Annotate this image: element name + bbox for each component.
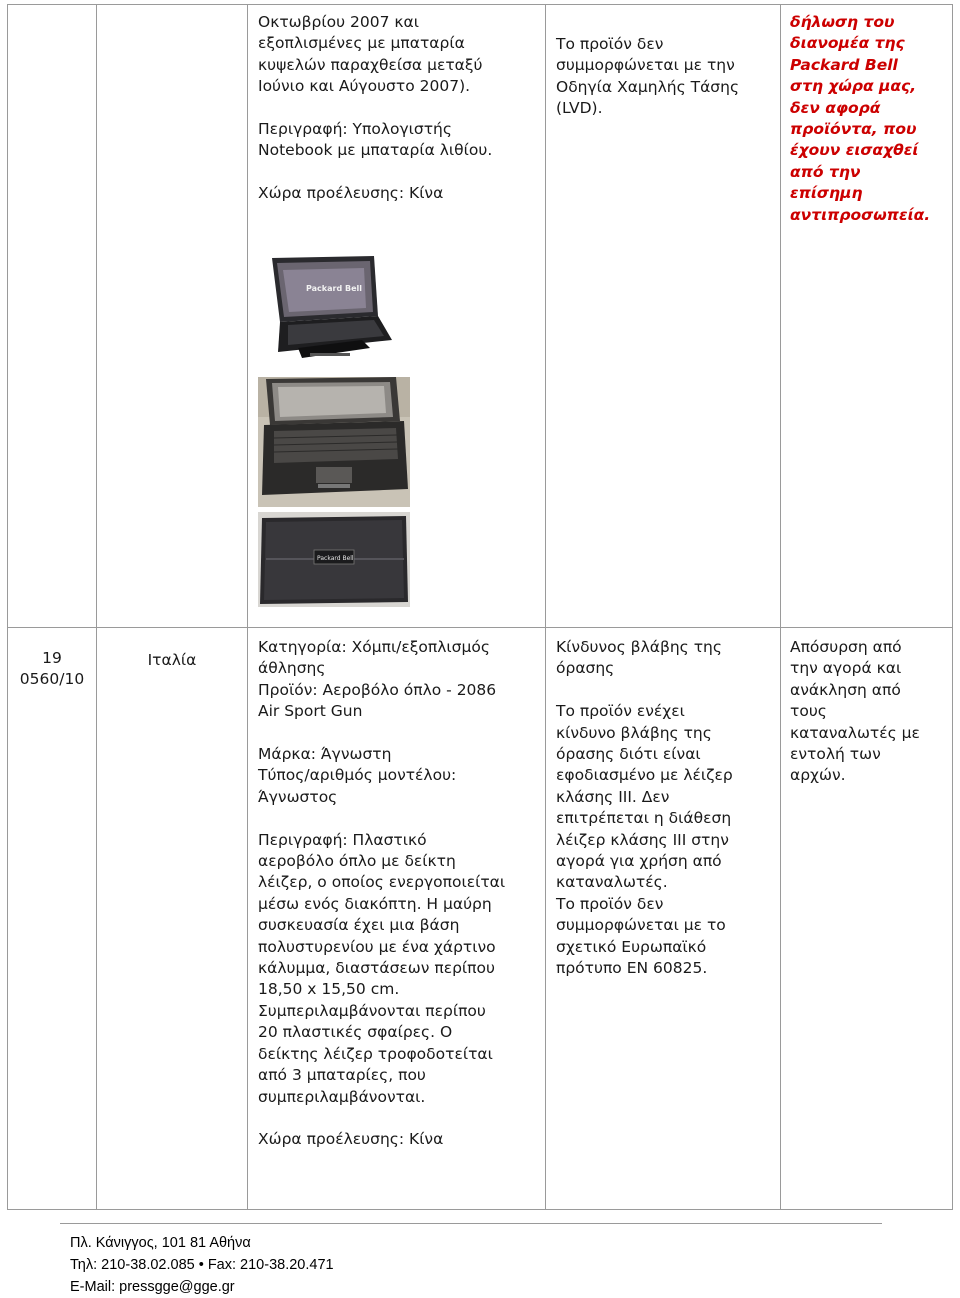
text-line: Απόσυρση από: [790, 638, 902, 656]
text-line: μέσω ενός διακόπτη. Η μαύρη: [258, 894, 492, 913]
top-risk-cell: [556, 34, 739, 120]
footer-rule: [60, 1223, 882, 1224]
text-line: καταναλωτές.: [556, 873, 668, 892]
notice-line: έχουν εισαχθεί: [790, 141, 919, 160]
spacer: [556, 680, 733, 701]
text-line: Μάρκα: Άγνωστη: [258, 745, 392, 764]
text-line: Προϊόν: Αεροβόλο όπλο - 2086: [258, 680, 497, 699]
text-line: συμμορφώνεται με το: [556, 916, 726, 935]
country-cell: [97, 650, 247, 671]
text-line: Air Sport Gun: [258, 702, 363, 721]
text-line: την αγορά και: [790, 659, 902, 678]
table-border-left: [7, 4, 8, 1210]
text-line: από 3 μπαταρίες, που: [258, 1066, 426, 1085]
column-divider-4: [780, 4, 781, 1210]
entry-risk-cell: [556, 637, 733, 979]
laptop-photo-keyboard: [258, 377, 410, 507]
entry-description-cell: [258, 637, 505, 1151]
text-line: Κίνδυνος βλάβης της: [556, 638, 722, 656]
text-line: εντολή των: [790, 745, 881, 764]
text-line: επιτρέπεται η διάθεση: [556, 809, 732, 828]
text-line: Οδηγία Χαμηλής Τάσης: [556, 77, 740, 96]
country-name: Ιταλία: [147, 651, 197, 669]
text-line: κάλυμμα, διαστάσεων περίπου: [258, 959, 495, 978]
text-line: Περιγραφή: Υπολογιστής: [258, 120, 452, 139]
laptop-photo-closed: [258, 512, 410, 607]
column-divider-1: [96, 4, 97, 1210]
text-line: λέιζερ κλάσης ΙΙΙ στην: [556, 830, 729, 849]
entry-number-cell: [7, 648, 97, 691]
text-line: Το προϊόν δεν: [556, 894, 664, 913]
text-line: Τύπος/αριθμός μοντέλου:: [258, 766, 457, 785]
notice-line: από την: [790, 162, 861, 181]
text-line: σχετικό Ευρωπαϊκό: [556, 937, 707, 956]
text-line: Άγνωστος: [258, 787, 338, 806]
notice-line: Packard Bell: [790, 55, 898, 74]
text-line: κυψελών παραχθείσα μεταξύ: [258, 55, 483, 74]
text-line: Το προϊόν δεν: [556, 35, 664, 53]
notice-line: δεν αφορά: [790, 98, 881, 117]
footer-contact: [70, 1232, 334, 1298]
text-line: λέιζερ, ο οποίος ενεργοποιείται: [258, 873, 506, 892]
text-line: 20 πλαστικές σφαίρες. Ο: [258, 1023, 453, 1042]
text-line: Συμπεριλαμβάνονται περίπου: [258, 1001, 486, 1020]
notice-line: αντιπροσωπεία.: [790, 205, 931, 224]
text-line: πρότυπο EN 60825.: [556, 959, 708, 978]
footer-phone-fax: Τηλ: 210-38.02.085 • Fax: 210-38.20.471: [70, 1257, 334, 1273]
text-line: συσκευασία έχει μια βάση: [258, 916, 460, 935]
text-line: Χώρα προέλευσης: Κίνα: [258, 184, 444, 203]
text-line: κίνδυνο βλάβης της: [556, 723, 712, 742]
text-line: δείκτης λέιζερ τροφοδοτείται: [258, 1044, 493, 1063]
table-border-top: [7, 4, 953, 5]
text-line: αεροβόλο όπλο με δείκτη: [258, 852, 456, 871]
text-line: Notebook με μπαταρία λιθίου.: [258, 141, 493, 160]
text-line: Περιγραφή: Πλαστικό: [258, 830, 427, 849]
top-description-cell: [258, 12, 492, 205]
screen-brand-text: Packard Bell: [306, 284, 362, 293]
text-line: συμμορφώνεται με την: [556, 56, 735, 75]
spacer: [258, 162, 492, 183]
column-divider-3: [545, 4, 546, 1210]
spacer: [258, 1108, 505, 1129]
entry-reference: 0560/10: [19, 670, 85, 689]
spacer: [258, 808, 505, 829]
notice-line: δήλωση του: [790, 13, 895, 31]
text-line: εξοπλισμένες με μπαταρία: [258, 34, 465, 53]
table-border-right: [952, 4, 953, 1210]
notice-line: επίσημη: [790, 184, 863, 203]
text-line: πολυστυρενίου με ένα χάρτινο: [258, 937, 496, 956]
text-line: Το προϊόν ενέχει: [556, 702, 685, 721]
row-divider: [7, 627, 953, 628]
text-line: άθλησης: [258, 659, 326, 678]
entry-number: 19: [42, 649, 62, 667]
lid-brand-text: Packard Bell: [317, 555, 354, 562]
distributor-notice: [790, 12, 950, 226]
text-line: τους: [790, 702, 827, 721]
notice-line: διανομέα της: [790, 34, 905, 53]
footer-email[interactable]: E-Mail: pressgge@gge.gr: [70, 1279, 235, 1295]
column-divider-2: [247, 4, 248, 1210]
spacer: [258, 723, 505, 744]
text-line: Οκτωβρίου 2007 και: [258, 13, 419, 31]
text-line: συμπεριλαμβάνονται.: [258, 1087, 426, 1106]
text-line: Κατηγορία: Χόμπι/εξοπλισμός: [258, 638, 490, 656]
entry-measures-cell: [790, 637, 920, 787]
text-line: όρασης διότι είναι: [556, 745, 701, 764]
text-line: αγορά για χρήση από: [556, 852, 722, 871]
text-line: καταναλωτές με: [790, 723, 920, 742]
text-line: όρασης: [556, 659, 615, 678]
text-line: αρχών.: [790, 766, 846, 785]
laptop-photo-open: [258, 252, 398, 367]
text-line: (LVD).: [556, 99, 603, 118]
spacer: [258, 98, 492, 119]
notice-line: προϊόντα, που: [790, 120, 917, 139]
text-line: Χώρα προέλευσης: Κίνα: [258, 1130, 444, 1149]
text-line: εφοδιασμένο με λέιζερ: [556, 766, 733, 785]
text-line: 18,50 x 15,50 cm.: [258, 980, 400, 999]
text-line: Ιούνιο και Αύγουστο 2007).: [258, 77, 471, 96]
text-line: ανάκληση από: [790, 680, 901, 699]
footer-address: Πλ. Κάνιγγος, 101 81 Αθήνα: [70, 1235, 251, 1251]
notice-line: στη χώρα μας,: [790, 77, 917, 96]
text-line: κλάσης ΙΙΙ. Δεν: [556, 787, 670, 806]
table-border-bottom: [7, 1209, 953, 1210]
